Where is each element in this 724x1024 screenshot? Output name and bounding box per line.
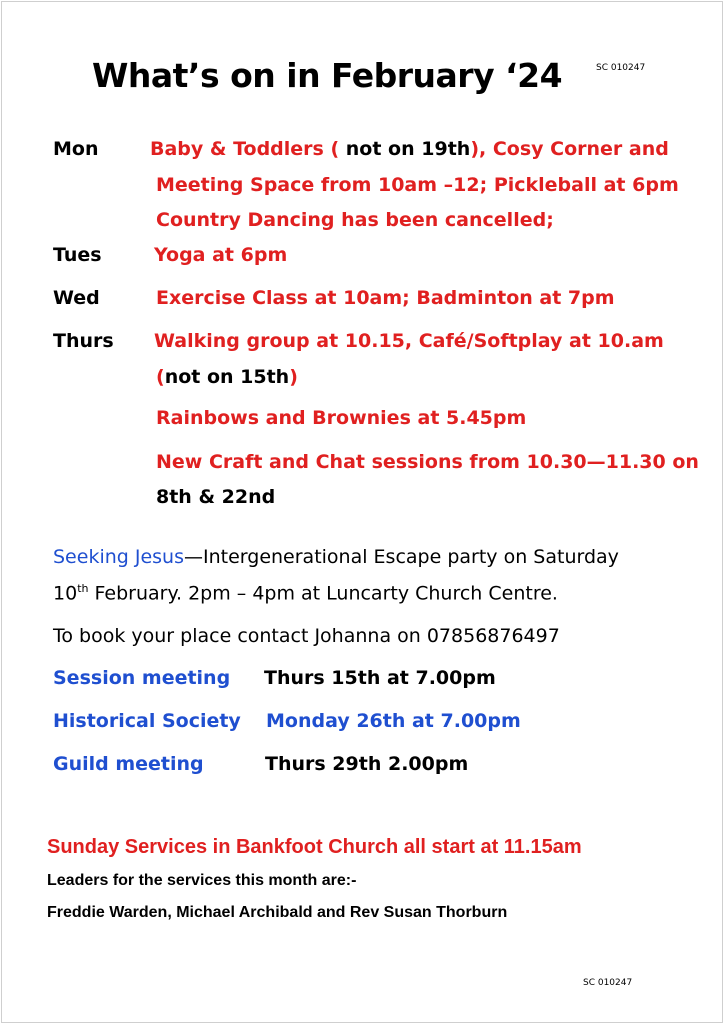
thurs-line-2 [156, 366, 298, 388]
thurs-line-4: New Craft and Chat sessions from 10.30—11.30 on [156, 451, 699, 473]
day-thurs: Thurs [53, 330, 114, 352]
seeking-line-2-rest: February. 2pm – 4pm at Luncarty Church Centre. [88, 582, 558, 605]
meeting-label-guild: Guild meeting [53, 753, 204, 775]
charity-code-top: SC 010247 [596, 63, 646, 73]
mon-line-1a: Baby & Toddlers ( [150, 138, 346, 160]
meeting-value-guild: Thurs 29th 2.00pm [265, 753, 469, 775]
thurs-line-5: 8th & 22nd [156, 486, 276, 508]
seeking-date-sup: th [77, 582, 89, 595]
seeking-line-2 [53, 582, 558, 604]
thurs-line-2a: ( [156, 366, 165, 388]
meeting-label-session: Session meeting [53, 667, 231, 689]
day-wed: Wed [53, 287, 100, 309]
meeting-label-historical: Historical Society [53, 710, 241, 732]
thurs-line-3: Rainbows and Brownies at 5.45pm [156, 407, 527, 429]
seeking-line-1-rest: —Intergenerational Escape party on Saturday [184, 546, 619, 568]
mon-line-3: Country Dancing has been cancelled; [156, 209, 554, 231]
thurs-line-2c: ) [289, 366, 298, 388]
leaders-names: Freddie Warden, Michael Archibald and Rev Susan Thorburn [47, 904, 508, 921]
charity-code-bottom: SC 010247 [583, 978, 633, 988]
mon-line-1 [150, 138, 669, 160]
seeking-name: Seeking Jesus [53, 546, 184, 568]
day-tues: Tues [53, 244, 102, 266]
wed-text: Exercise Class at 10am; Badminton at 7pm [156, 287, 615, 309]
mon-line-1b: not on 19th [345, 138, 471, 160]
tues-text: Yoga at 6pm [154, 244, 288, 266]
thurs-line-1: Walking group at 10.15, Café/Softplay at 10.am [154, 330, 664, 352]
leaders-intro: Leaders for the services this month are:- [47, 872, 357, 889]
seeking-date-num: 10 [53, 582, 78, 605]
seeking-line-1 [53, 546, 619, 568]
meeting-value-historical: Monday 26th at 7.00pm [266, 710, 521, 732]
meeting-value-session: Thurs 15th at 7.00pm [264, 667, 496, 689]
mon-line-2: Meeting Space from 10am –12; Pickleball at 6pm [156, 174, 679, 196]
page-title: What’s on in February ‘24 [92, 56, 563, 95]
day-mon: Mon [53, 138, 99, 160]
mon-line-1c: ), Cosy Corner and [470, 138, 669, 160]
booking-line: To book your place contact Johanna on 07856876497 [53, 625, 560, 647]
sunday-heading: Sunday Services in Bankfoot Church all start at 11.15am [47, 836, 582, 858]
thurs-line-2b: not on 15th [164, 366, 290, 388]
